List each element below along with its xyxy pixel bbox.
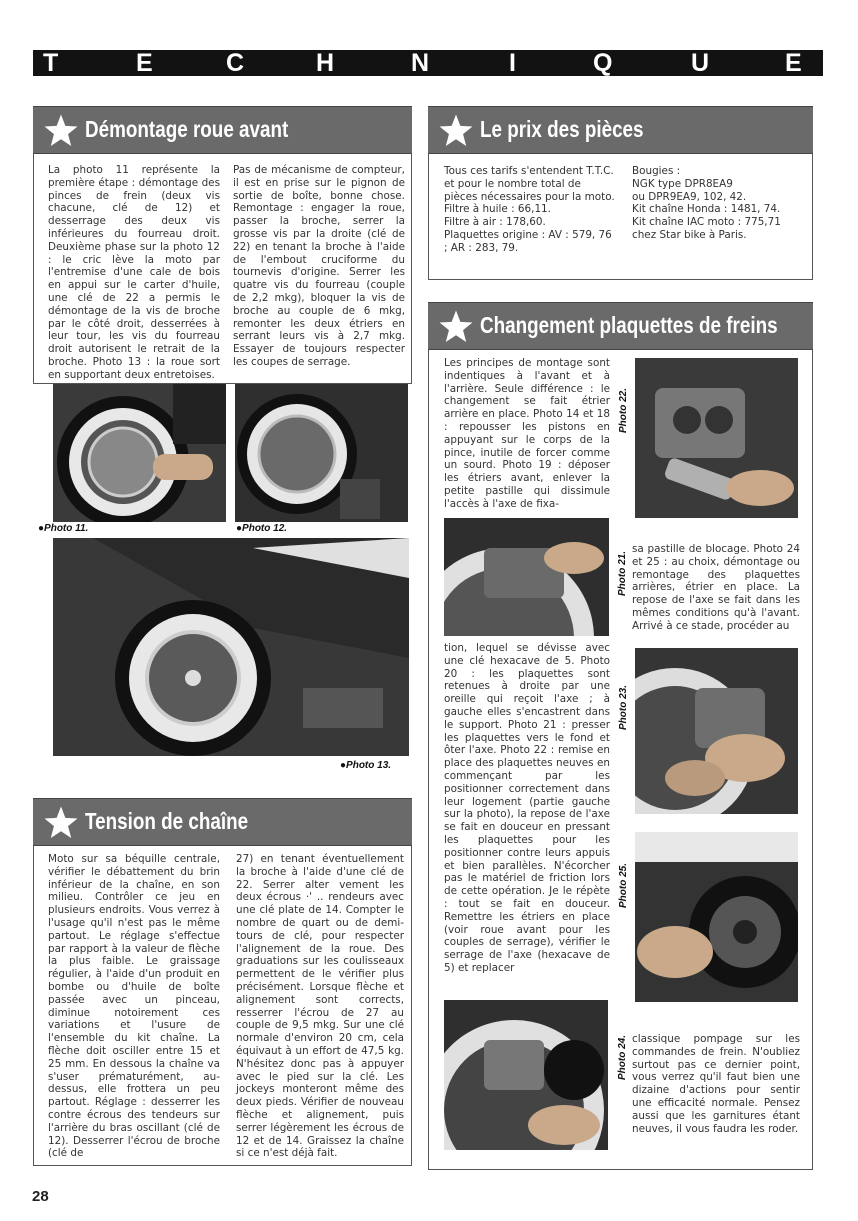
prix-line: Bougies :: [632, 165, 681, 177]
prix-line: Filtre à air : 178,60.: [444, 216, 546, 229]
prix-line: Filtre à huile : 66,11.: [444, 203, 551, 216]
plaquettes-p3: tion, lequel se dévisse avec une clé hexacave de 5. Photo 20 : les plaquettes sont retenues à droite par une oreille qui reçoit l'axe ; à gauche elles s'encastrent dans le support. Photo 21 : presser les plaquettes vers le fond et ôter l'axe. Photo 22 : remise en place des plaquettes neuves en commençant par les positionner correctement dans leur logement (partie gauche sur la photo), la repose de l'axe se fait en douceur en pressant les plaquettes pour les positionner contre leurs appuis et bien parallèles. N'écorcher pas le matériel de friction lors de cette opération. Je le répète : tout se fait en douceur. Remettre les étriers en place (voir roue avant pour les couples de serrage), vérifier le serrage de l'axe (hexacave de 5) et replacer: [444, 642, 610, 974]
prix-line: Kit chaîne IAC moto : 775,71 chez Star bike à Paris.: [632, 216, 781, 241]
rear-caliper-photo-illustration: [444, 1000, 608, 1150]
section-title: Le prix des pièces: [480, 116, 644, 142]
banner-letter: H: [316, 49, 335, 77]
photo-23: [635, 648, 798, 814]
section-title: Démontage roue avant: [85, 116, 289, 142]
plaquettes-p2: sa pastille de blocage. Photo 24 et 25 : au choix, démontage ou remontage des plaquettes arrières, étrier en place. La repose de l'axe se fait dans les mêmes conditions qu'à l'avant. Arrivé à ce stade, procéder au: [632, 543, 800, 632]
prix-line: NGK type DPR8EA9: [632, 177, 733, 190]
banner-letter: C: [226, 49, 245, 77]
banner-letter: Q: [593, 49, 613, 77]
wheel-photo-illustration: [53, 384, 226, 522]
plaquettes-header: [428, 302, 813, 350]
star-icon: [43, 805, 79, 841]
prix-col1: [444, 165, 616, 255]
prix-line: Tous ces tarifs s'entendent T.T.C. et pour le nombre total de pièces nécessaires pour la moto.: [444, 165, 615, 203]
caliper-photo-illustration: [444, 518, 609, 636]
wheel-photo-illustration: [235, 384, 408, 522]
photo-25: [635, 832, 798, 1002]
tension-col2: 27) en tenant éventuellement la broche à l'aide d'une clé de 22. Serrer alter vement les deux écrous ·' .. rendeurs avec une clé plate de 14. Compter le nombre de quart ou de demi-tours de clé, pour respecter l'alignement de la roue. Des graduations sur les coulisseaux permettent de le vérifier plus précisément. Lorsque flèche et alignement sont corrects, resserrer l'écrou de 27 au couple de 9,5 mkg. Sur une clé normale d'environ 20 cm, cela équivaut à un effort de 47,5 kg. N'hésitez donc pas à appuyer avec le pied sur la clé. Les jockeys monteront même des deux pieds. Vérifier de nouveau flèche et alignement, puis serrer légèrement les écrous de 12 et de 14. Graissez la chaîne si ce n'est déjà fait.: [236, 853, 404, 1160]
section-title: Changement plaquettes de freins: [480, 312, 778, 338]
caliper-photo-illustration: [635, 648, 798, 814]
wheel-photo-illustration: [53, 538, 409, 756]
photo-24-caption: Photo 24.: [617, 1034, 628, 1080]
banner-letter: E: [785, 49, 802, 77]
photo-11-caption: ● Photo 11.: [38, 523, 88, 534]
photo-11: [53, 384, 226, 522]
technique-banner: [33, 50, 823, 76]
demontage-col2: Pas de mécanisme de compteur, il est en prise sur le pignon de sortie de boîte, bonne chose. Remontage : engager la roue, passer la broche, serrer la grosse vis par la droite (clé de 22) en tenant la broche à l'aide de l'embout cruciforme du tournevis d'origine. Serrer les quatre vis du fourreau (couple de 2,2 mkg), bloquer la vis de broche au couple de 6 mkg, remonter les deux étriers en serrant leurs vis à 2,7 mkg. Essayer de toujours respecter les coupes de serrage.: [233, 164, 405, 368]
photo-12-caption: ● Photo 12.: [236, 523, 287, 534]
photo-13: [53, 538, 409, 756]
photo-25-caption: Photo 25.: [618, 862, 629, 908]
prix-col2: [632, 165, 807, 242]
banner-letter: U: [691, 49, 710, 77]
caliper-photo-illustration: [635, 358, 798, 518]
prix-line: Kit chaîne Honda : 1481, 74.: [632, 203, 781, 216]
banner-letter: E: [136, 49, 153, 77]
prix-header: [428, 106, 813, 154]
prix-line: Plaquettes origine : AV : 579, 76 ; AR : 283, 79.: [444, 228, 612, 254]
banner-letter: I: [509, 49, 516, 77]
star-icon: [438, 309, 474, 345]
section-title: Tension de chaîne: [85, 808, 249, 834]
page-number: 28: [32, 1188, 49, 1205]
star-icon: [438, 113, 474, 149]
rear-caliper-photo-illustration: [635, 832, 798, 1002]
banner-letter: N: [411, 49, 430, 77]
photo-21: [444, 518, 609, 636]
plaquettes-p4: classique pompage sur les commandes de frein. N'oubliez surtout pas ce dernier point, vous verrez qu'il faut bien une dizaine d'actions pour sentir une efficacité normale. Pensez aussi que les garnitures étant neuves, il vous faudra les roder.: [632, 1033, 800, 1135]
photo-24: [444, 1000, 608, 1150]
photo-23-caption: Photo 23.: [618, 684, 629, 730]
demontage-header: [33, 106, 412, 154]
photo-22-caption: Photo 22.: [618, 387, 629, 433]
photo-22: [635, 358, 798, 518]
banner-letter: T: [43, 49, 59, 77]
prix-line: ou DPR9EA9, 102, 42.: [632, 190, 747, 203]
tension-header: [33, 798, 412, 846]
tension-col1: Moto sur sa béquille centrale, vérifier le débattement du brin inférieur de la chaîne, en son milieu. Contrôler ce jeu en plusieurs endroits. Vous verrez à l'usage qu'il n'est pas le même partout. Le réglage s'effectue par rapport à la valeur de flèche la plus faible. Le graissage régulier, à l'aide d'un produit en bombe ou d'huile de boîte passée avec un pinceau, diminue notoirement ces variations et l'usure de l'ensemble du kit chaîne. La flèche doit osciller entre 15 et 25 mm. En dessous la chaîne va s'user prématurément, au-dessus, elle frottera un peu partout. Réglage : desserrer les contre écrous des tendeurs sur l'arrière du bras oscillant (clé de 12). Desserrer l'écrou de broche (clé de: [48, 853, 220, 1160]
star-icon: [43, 113, 79, 149]
photo-12: [235, 384, 408, 522]
plaquettes-p1: Les principes de montage sont indentiques à l'avant et à l'arrière. Seule différence : le changement se fait étrier arrière en place. Photo 14 et 18 : repousser les pistons en appuyant sur le corps de la pince, inutile de forcer comme un sourd. Photo 19 : déposer les étriers avant, enlever la petite pastille qui dissimule l'accès à l'axe de fixa-: [444, 357, 610, 510]
photo-21-caption: Photo 21.: [617, 550, 628, 596]
photo-13-caption: ● Photo 13.: [340, 760, 391, 771]
demontage-col1: La photo 11 représente la première étape : démontage des pinces de frein (deux vis chacune, clé de 12) et desserrage des deux vis inférieures du fourreau droit. Deuxième phase sur la photo 12 : le cric lève la moto par l'entremise d'une cale de bois en appui sur le carter d'huile, une clé de 22 a permis le démontage de la vis de broche par le côté droit, desserrées à leur tour, les vis du fourreau droit autorisent le retrait de la broche. Photo 13 : la roue sort en supportant deux entretoises.: [48, 164, 220, 381]
